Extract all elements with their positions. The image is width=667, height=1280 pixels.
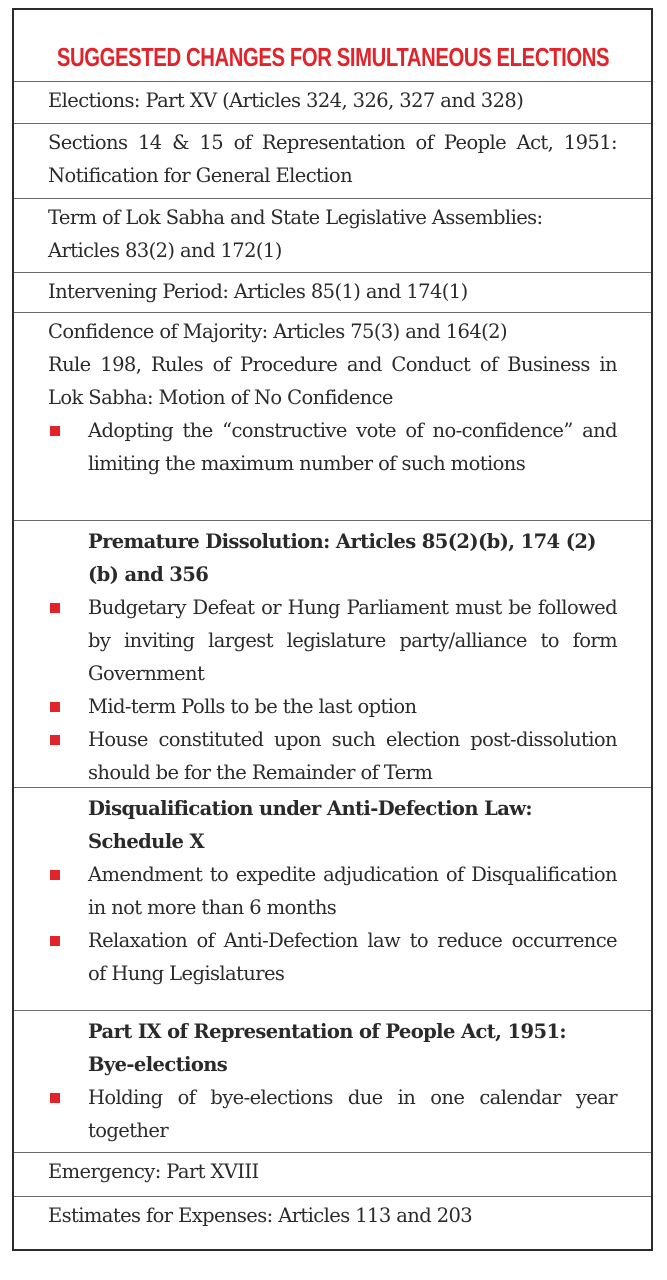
row-text: Sections 14 & 15 of Representation of People Act, 1951: Notification for General Election [48,131,617,187]
bullet-item [48,924,617,990]
bullet-item [48,690,617,723]
row-elections [14,82,651,124]
row-disqualification [14,788,651,1011]
row-text: Emergency: Part XVIII [48,1160,259,1183]
section-heading: Disqualification under Anti-Defection Law: Schedule X [88,797,533,853]
row-text: Elections: Part XV (Articles 324, 326, 327 and 328) [48,89,524,112]
section-heading: Part IX of Representation of People Act, 1951: Bye-elections [88,1020,567,1076]
bullet-item [48,1081,617,1147]
red-square-bullet-icon [50,426,60,436]
table-title: SUGGESTED CHANGES FOR SIMULTANEOUS ELECTIONS [56,42,609,72]
bullet-text: Mid-term Polls to be the last option [88,695,417,718]
red-square-bullet-icon [50,1093,60,1103]
bullet-item [48,858,617,924]
row-intervening-period [14,273,651,313]
red-square-bullet-icon [50,870,60,880]
title-row [14,10,651,82]
row-emergency [14,1153,651,1197]
section-heading: Premature Dissolution: Articles 85(2)(b), 174 (2)(b) and 356 [88,530,596,586]
row-estimates [14,1197,651,1253]
row-bye-elections [14,1011,651,1153]
bullet-text: Budgetary Defeat or Hung Parliament must be followed by inviting largest legislature party/alliance to form Government [88,596,617,685]
bullet-text: House constituted upon such election post-dissolution should be for the Remainder of Term [88,728,617,784]
red-square-bullet-icon [50,735,60,745]
confidence-line2: Rule 198, Rules of Procedure and Conduct of Business in Lok Sabha: Motion of No Confidence [48,353,617,409]
bullet-item [48,723,617,789]
red-square-bullet-icon [50,702,60,712]
row-text: Term of Lok Sabha and State Legislative Assemblies: Articles 83(2) and 172(1) [48,206,543,262]
row-confidence [14,313,651,521]
bullet-text: Adopting the “constructive vote of no-confidence” and limiting the maximum number of such motions [88,419,617,475]
confidence-line1: Confidence of Majority: Articles 75(3) and 164(2) [48,320,507,343]
row-text: Intervening Period: Articles 85(1) and 174(1) [48,280,468,303]
bullet-text: Amendment to expedite adjudication of Disqualification in not more than 6 months [88,863,617,919]
bullet-item [48,591,617,690]
red-square-bullet-icon [50,936,60,946]
bullet-text: Relaxation of Anti-Defection law to reduce occurrence of Hung Legislatures [88,929,617,985]
red-square-bullet-icon [50,603,60,613]
bullet-text: Holding of bye-elections due in one calendar year together [88,1086,617,1142]
row-text: Estimates for Expenses: Articles 113 and 203 [48,1204,473,1227]
suggested-changes-table [12,8,653,1251]
row-premature-dissolution [14,521,651,788]
row-sections-rpa [14,124,651,199]
row-term [14,199,651,273]
bullet-item [48,414,617,480]
